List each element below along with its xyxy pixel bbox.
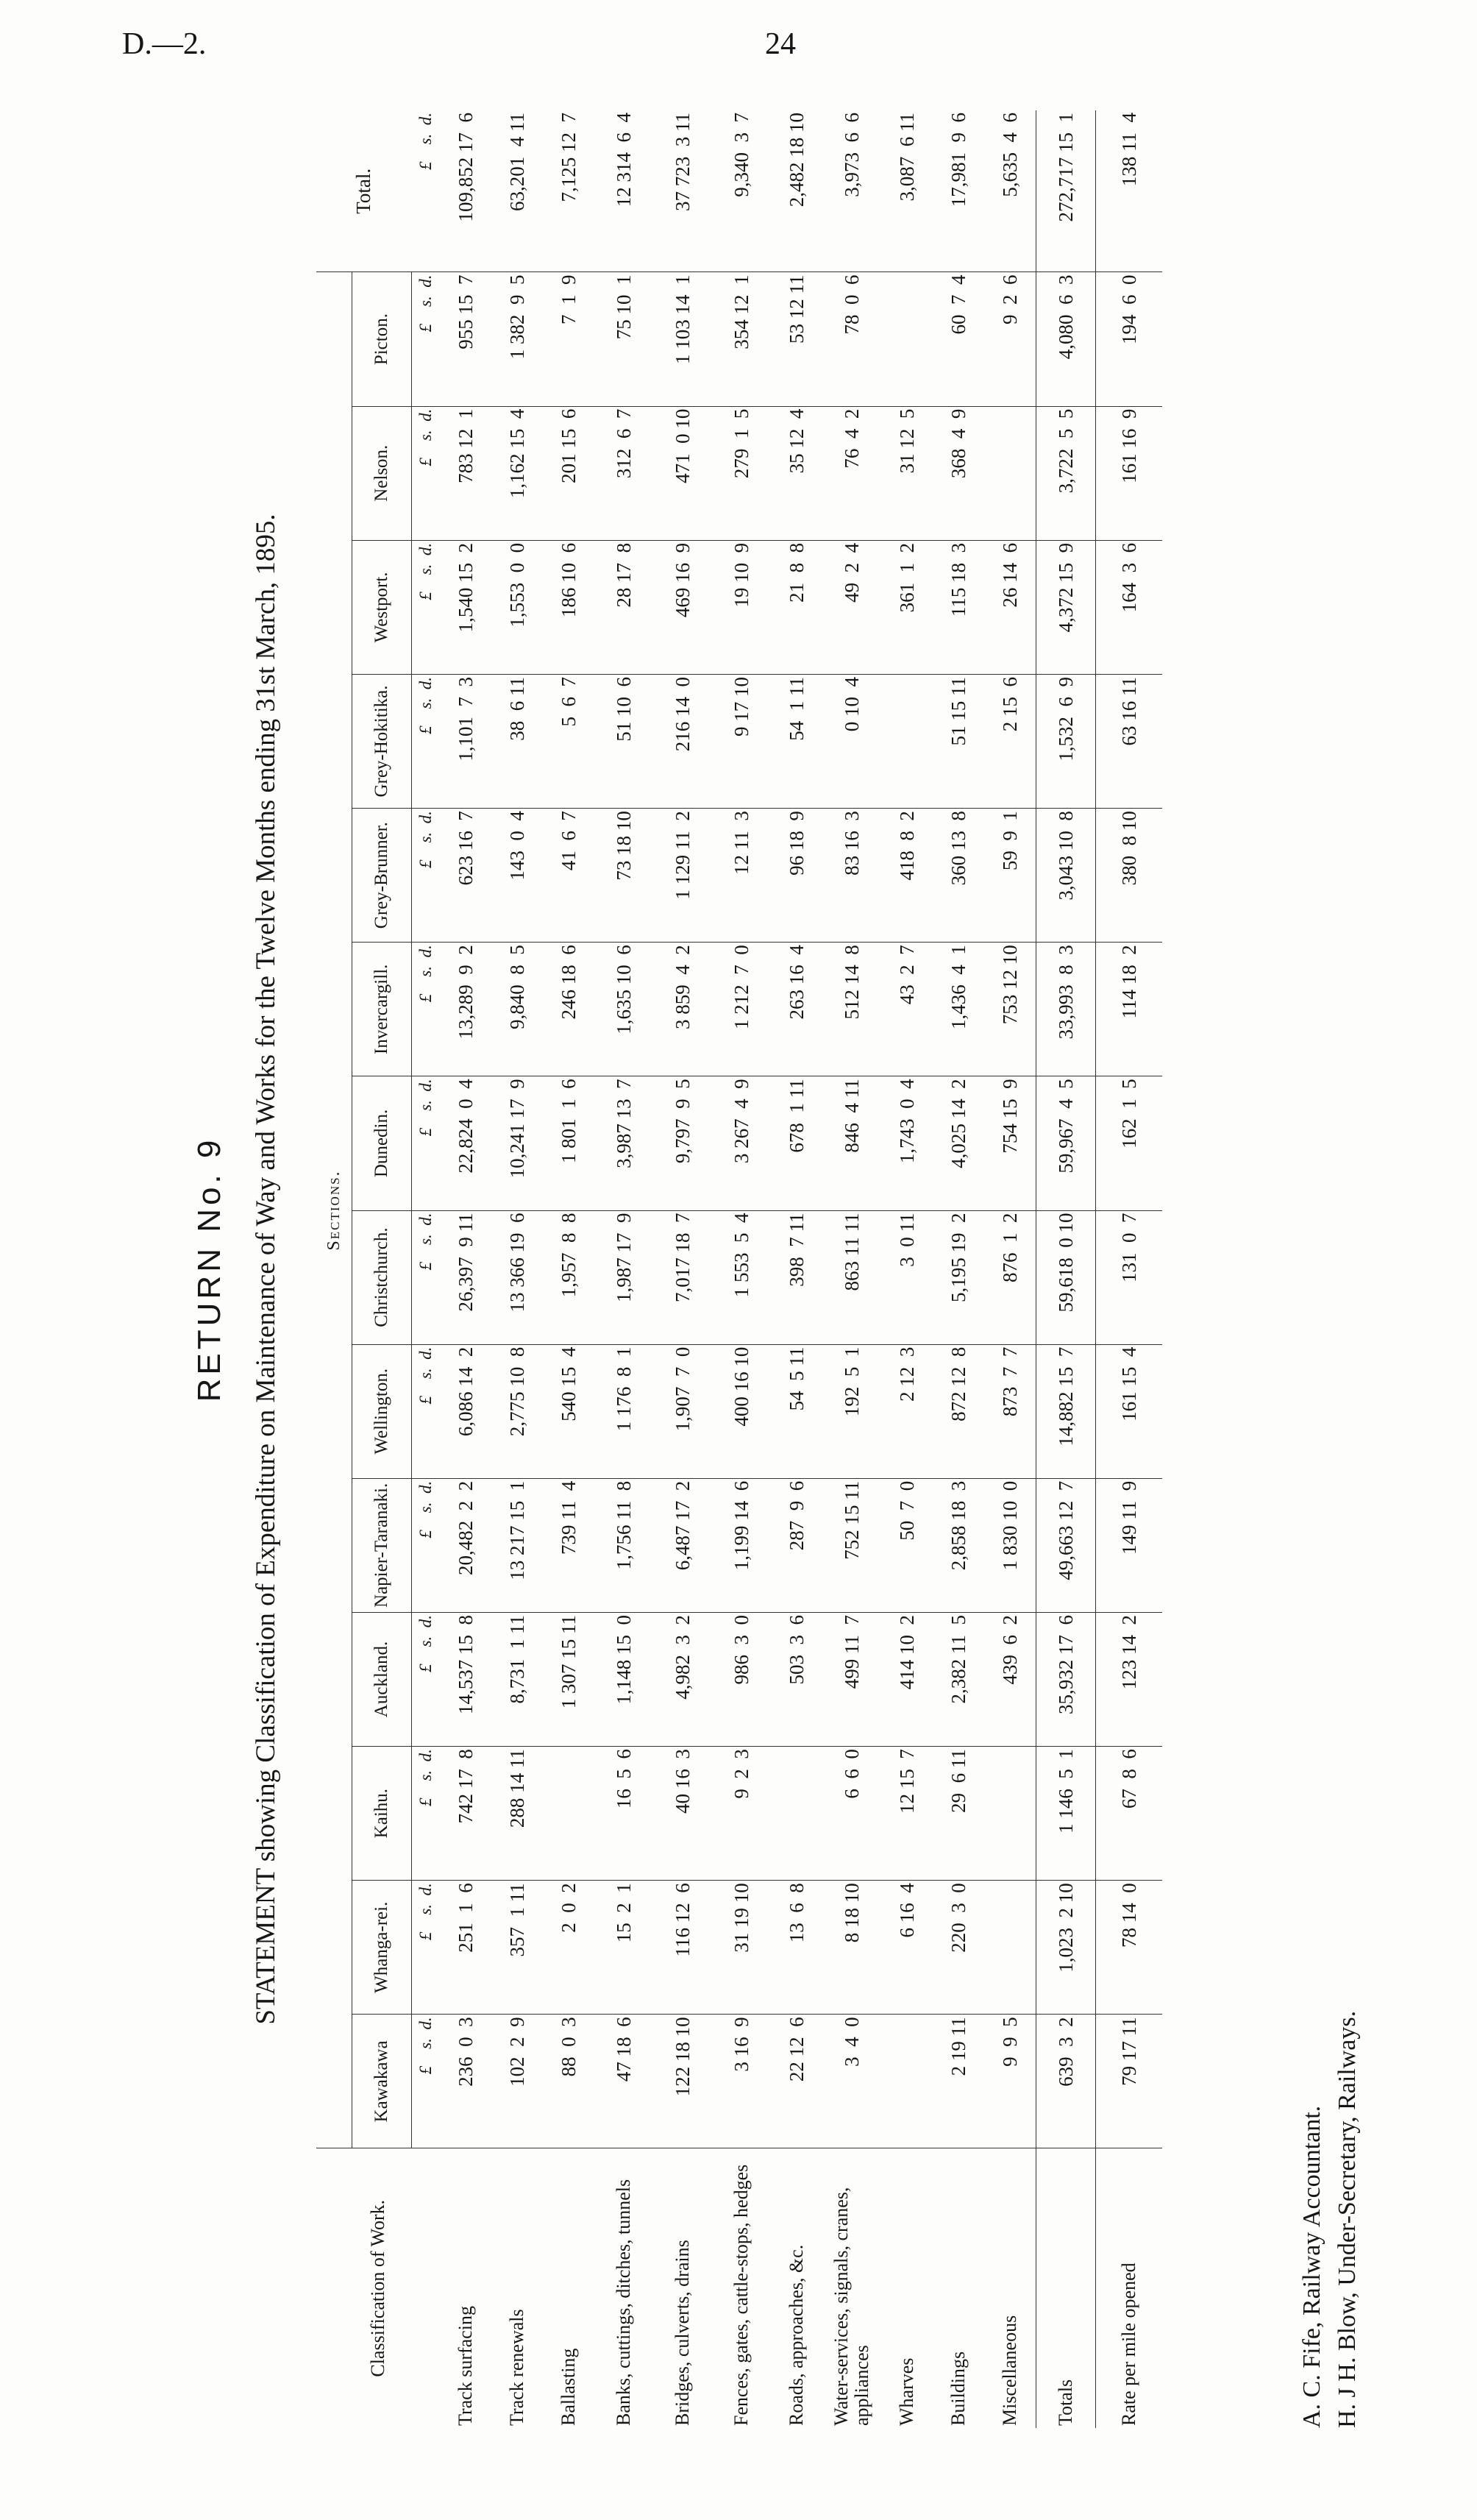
section-header: Grey-Brunner. [352, 809, 412, 943]
table-cell: 236 0 3 [454, 2017, 477, 2087]
table-cell: 678 1 11 [771, 1076, 822, 1210]
table-cell: 739 11 4 [543, 1478, 594, 1612]
section-header: Grey-Hokitika. [352, 674, 412, 808]
total-header: Total. [316, 110, 412, 272]
table-cell: 220 3 0 [933, 1881, 984, 2015]
table-cell: 49,663 12 7 [1036, 1478, 1096, 1612]
table-cell [984, 1747, 1036, 1881]
table-cell: 83 16 3 [822, 809, 881, 943]
section-header: Nelson. [352, 406, 412, 540]
table-cell: 1 103 14 1 [653, 272, 712, 406]
table-cell: 9,797 9 5 [653, 1076, 712, 1210]
section-header: Kaihu. [352, 1747, 412, 1881]
table-cell: 1,957 8 8 [543, 1210, 594, 1344]
table-cell [881, 272, 933, 406]
section-names-row [352, 110, 412, 2428]
row-total-cell: 109,852 17 6 [440, 110, 491, 272]
table-cell: 31 19 10 [712, 1881, 771, 2015]
table-cell: 1,023 2 10 [1036, 1881, 1096, 2015]
table-cell: 73 18 10 [594, 809, 653, 943]
section-header: Christchurch. [352, 1210, 412, 1344]
table-cell: 9 2 6 [984, 272, 1036, 406]
row-total-cell: 37 723 3 11 [653, 110, 712, 272]
table-cell: 26 14 6 [984, 540, 1036, 674]
table-row [933, 110, 984, 2428]
table-cell: 846 4 11 [822, 1076, 881, 1210]
row-total-cell: 63,201 4 11 [491, 110, 543, 272]
table-cell: 287 9 6 [771, 1478, 822, 1612]
table-cell: 3 16 9 [730, 2017, 752, 2072]
table-cell [771, 1747, 822, 1881]
table-row [440, 110, 491, 2428]
row-total-cell: 17,981 9 6 [933, 110, 984, 272]
table-cell: 1,532 6 9 [1036, 674, 1096, 808]
table-cell: 161 15 4 [1096, 1344, 1163, 1478]
table-cell: 623 16 7 [440, 809, 491, 943]
table-cell: 60 7 4 [933, 272, 984, 406]
table-cell: 4,080 6 3 [1036, 272, 1096, 406]
table-cell: 357 1 11 [491, 1881, 543, 2015]
table-cell: 398 7 11 [771, 1210, 822, 1344]
units-label: £ s. d. [412, 1881, 441, 2015]
table-cell: 31 12 5 [881, 406, 933, 540]
table-cell: 16 5 6 [594, 1747, 653, 1881]
table-cell: 360 13 8 [933, 809, 984, 943]
table-cell: 752 15 11 [822, 1478, 881, 1612]
table-cell: 49 2 4 [822, 540, 881, 674]
units-row [412, 110, 441, 2428]
table-cell: 13 6 8 [771, 1881, 822, 2015]
classification-label: Buildings [933, 2148, 984, 2428]
table-cell: 9 9 5 [998, 2017, 1021, 2067]
section-header: Napier-Taranaki. [352, 1478, 412, 1612]
table-cell: 116 12 6 [653, 1881, 712, 2015]
table-cell [984, 406, 1036, 540]
table-cell: 876 1 2 [984, 1210, 1036, 1344]
table-cell: 13 217 15 1 [491, 1478, 543, 1612]
table-cell: 6,487 17 2 [653, 1478, 712, 1612]
table-cell: 161 16 9 [1096, 406, 1163, 540]
table-cell: 3 267 4 9 [712, 1076, 771, 1210]
table-cell: 26,397 9 11 [440, 1210, 491, 1344]
table-cell: 78 0 6 [822, 272, 881, 406]
table-cell: 1 801 1 6 [543, 1076, 594, 1210]
units-label: £ s. d. [412, 1747, 441, 1881]
table-cell: 2,382 11 5 [933, 1612, 984, 1746]
table-cell: 47 18 6 [612, 2017, 635, 2082]
units-label: £ s. d. [412, 1210, 441, 1344]
units-label: £ s. d. [412, 1612, 441, 1746]
table-cell: 783 12 1 [440, 406, 491, 540]
table-cell [881, 674, 933, 808]
table-cell: 164 3 6 [1096, 540, 1163, 674]
table-cell: 194 6 0 [1096, 272, 1163, 406]
table-cell: 251 1 6 [440, 1881, 491, 2015]
table-cell: 4,372 15 9 [1036, 540, 1096, 674]
table-cell: 279 1 5 [712, 406, 771, 540]
table-cell: 115 18 3 [933, 540, 984, 674]
table-cell: 76 4 2 [822, 406, 881, 540]
table-cell: 15 2 1 [594, 1881, 653, 2015]
table-cell: 21 8 8 [771, 540, 822, 674]
table-cell: 3,043 10 8 [1036, 809, 1096, 943]
table-body [440, 110, 1162, 2428]
classification-label: Track renewals [491, 2148, 543, 2428]
table-cell: 8 18 10 [822, 1881, 881, 2015]
table-cell [881, 2015, 933, 2148]
units-label: £ s. d. [412, 406, 441, 540]
table-cell: 1,743 0 4 [881, 1076, 933, 1210]
table-cell: 639 3 2 [1036, 2015, 1096, 2148]
units-label: £ s. d. [412, 809, 441, 943]
table-cell: 186 10 6 [543, 540, 594, 674]
table-cell: 9,840 8 5 [491, 943, 543, 1076]
table-cell: 1 382 9 5 [491, 272, 543, 406]
table-cell: 1 307 15 11 [543, 1612, 594, 1746]
classification-label: Totals [1036, 2148, 1096, 2428]
classification-label: Roads, approaches, &c. [771, 2148, 822, 2428]
units-label: £ s. d. [412, 540, 441, 674]
table-cell: 5 6 7 [543, 674, 594, 808]
units-label: £ s. d. [412, 674, 441, 808]
units-label: £ s. d. [412, 272, 441, 406]
table-cell: 51 10 6 [594, 674, 653, 808]
table-cell: 1,987 17 9 [594, 1210, 653, 1344]
row-total-cell: 5,635 4 6 [984, 110, 1036, 272]
section-header: Kawakawa [352, 2015, 412, 2148]
table-cell: 263 16 4 [771, 943, 822, 1076]
table-cell: 742 17 8 [440, 1747, 491, 1881]
table-cell: 6,086 14 2 [440, 1344, 491, 1478]
table-cell: 439 6 2 [984, 1612, 1036, 1746]
table-cell: 512 14 8 [822, 943, 881, 1076]
table-cell: 6 6 0 [822, 1747, 881, 1881]
table-cell: 41 6 7 [543, 809, 594, 943]
table-row [653, 110, 712, 2428]
classification-label: Ballasting [543, 2148, 594, 2428]
table-cell: 312 6 7 [594, 406, 653, 540]
table-cell: 43 2 7 [881, 943, 933, 1076]
table-cell: 59,967 4 5 [1036, 1076, 1096, 1210]
table-cell: 400 16 10 [712, 1344, 771, 1478]
table-cell: 35 12 4 [771, 406, 822, 540]
table-cell: 162 1 5 [1096, 1076, 1163, 1210]
table-cell: 54 5 11 [771, 1344, 822, 1478]
table-cell: 1 212 7 0 [712, 943, 771, 1076]
table-cell: 4,025 14 2 [933, 1076, 984, 1210]
table-cell: 418 8 2 [881, 809, 933, 943]
table-cell: 1 129 11 2 [653, 809, 712, 943]
table-cell: 3 0 11 [881, 1210, 933, 1344]
row-total-cell: 7,125 12 7 [543, 110, 594, 272]
table-cell: 59,618 0 10 [1036, 1210, 1096, 1344]
table-cell: 29 6 11 [933, 1747, 984, 1881]
table-cell: 368 4 9 [933, 406, 984, 540]
table-cell: 1,199 14 6 [712, 1478, 771, 1612]
units-label: £ s. d. [412, 110, 441, 272]
table-cell: 149 11 9 [1096, 1478, 1163, 1612]
statement-title: STATEMENT showing Classification of Expenditure on Maintenance of Way and Works for the Twelve Months ending 31st March, 1895. [251, 514, 281, 2025]
table-cell: 1,436 4 1 [933, 943, 984, 1076]
table-cell: 131 0 7 [1096, 1210, 1163, 1344]
table-cell: 1,635 10 6 [594, 943, 653, 1076]
section-header: Auckland. [352, 1612, 412, 1746]
table-cell: 540 15 4 [543, 1344, 594, 1478]
table-cell: 59 9 1 [984, 809, 1036, 943]
signature-accountant: A. C. Fife, Railway Accountant. [1298, 2105, 1325, 2428]
table-cell [543, 1747, 594, 1881]
classification-label: Bridges, culverts, drains [653, 2148, 712, 2428]
classification-label: Banks, cuttings, ditches, tunnels [594, 2148, 653, 2428]
table-cell: 3,987 13 7 [594, 1076, 653, 1210]
table-cell: 414 10 2 [881, 1612, 933, 1746]
table-row [712, 110, 771, 2428]
table-cell: 3 4 0 [840, 2017, 863, 2067]
classification-label: Rate per mile opened [1096, 2148, 1163, 2428]
table-cell: 2 15 6 [984, 674, 1036, 808]
table-row [984, 110, 1036, 2428]
table-cell: 753 12 10 [984, 943, 1036, 1076]
table-cell: 1,540 15 2 [440, 540, 491, 674]
table-cell: 2 12 3 [881, 1344, 933, 1478]
table-cell: 6 16 4 [881, 1881, 933, 2015]
row-total-cell: 12 314 6 4 [594, 110, 653, 272]
table-cell: 1 176 8 1 [594, 1344, 653, 1478]
table-row [491, 110, 543, 2428]
page-number: 24 [765, 27, 796, 61]
units-label: £ s. d. [412, 1344, 441, 1478]
table-cell: 1,553 0 0 [491, 540, 543, 674]
table-row [594, 110, 653, 2428]
section-header: Westport. [352, 540, 412, 674]
table-cell: 1 553 5 4 [712, 1210, 771, 1344]
table-cell: 4,982 3 2 [653, 1612, 712, 1746]
table-cell: 754 15 9 [984, 1076, 1036, 1210]
table-cell: 114 18 2 [1096, 943, 1163, 1076]
table-cell: 9 17 10 [712, 674, 771, 808]
table-cell: 35,932 17 6 [1036, 1612, 1096, 1746]
table-cell: 54 1 11 [771, 674, 822, 808]
table-cell: 38 6 11 [491, 674, 543, 808]
table-cell: 986 3 0 [712, 1612, 771, 1746]
table-cell: 33,993 8 3 [1036, 943, 1096, 1076]
row-total-cell: 272,717 15 1 [1036, 110, 1096, 272]
classification-label: Fences, gates, cattle-stops, hedges [712, 2148, 771, 2428]
table-cell: 2 0 2 [543, 1881, 594, 2015]
table-cell: 12 11 3 [712, 809, 771, 943]
table-cell: 863 11 11 [822, 1210, 881, 1344]
table-cell: 3 859 4 2 [653, 943, 712, 1076]
section-header: Invercargill. [352, 943, 412, 1076]
table-cell: 10,241 17 9 [491, 1076, 543, 1210]
table-cell: 3,722 5 5 [1036, 406, 1096, 540]
table-cell: 19 10 9 [712, 540, 771, 674]
table-cell: 12 15 7 [881, 1747, 933, 1881]
table-cell: 1 830 10 0 [984, 1478, 1036, 1612]
table-cell: 51 15 11 [933, 674, 984, 808]
table-cell: 503 3 6 [771, 1612, 822, 1746]
table-cell: 9 2 3 [712, 1747, 771, 1881]
table-row [822, 110, 881, 2428]
units-label: £ s. d. [412, 1076, 441, 1210]
table-cell: 53 12 11 [771, 272, 822, 406]
table-cell: 499 11 7 [822, 1612, 881, 1746]
table-row [771, 110, 822, 2428]
row-total-cell: 2,482 18 10 [771, 110, 822, 272]
table-cell: 96 18 9 [771, 809, 822, 943]
table-cell: 28 17 8 [594, 540, 653, 674]
table-cell: 288 14 11 [491, 1747, 543, 1881]
table-cell: 380 8 10 [1096, 809, 1163, 943]
table-row [543, 110, 594, 2428]
page-header-reference: D.—2. [122, 27, 207, 61]
table-cell: 1,907 7 0 [653, 1344, 712, 1478]
table-cell [984, 1881, 1036, 2015]
section-header: Picton. [352, 272, 412, 406]
table-cell: 22 12 6 [785, 2017, 808, 2082]
row-total-cell: 138 11 4 [1096, 110, 1163, 272]
units-label: £ s. d. [416, 2017, 435, 2075]
table-cell: 8,731 1 11 [491, 1612, 543, 1746]
signature-under-secretary: H. J H. Blow, Under-Secretary, Railways. [1334, 2010, 1361, 2428]
classification-label: Water-services, signals, cranes, appliances [822, 2148, 881, 2428]
table-cell: 50 7 0 [881, 1478, 933, 1612]
section-header: Whanga-rei. [352, 1881, 412, 2015]
table-cell: 7,017 18 7 [653, 1210, 712, 1344]
classification-label: Wharves [881, 2148, 933, 2428]
table-cell: 22,824 0 4 [440, 1076, 491, 1210]
table-cell: 78 14 0 [1096, 1881, 1163, 2015]
classification-header: Classification of Work. [316, 2148, 440, 2428]
sections-header: Sections. [316, 272, 352, 2148]
table-cell: 1,162 15 4 [491, 406, 543, 540]
signature-block [1295, 2010, 1477, 2428]
section-header: Dunedin. [352, 1076, 412, 1210]
table-cell: 7 1 9 [543, 272, 594, 406]
row-total-cell: 9,340 3 7 [712, 110, 771, 272]
table-cell: 246 18 6 [543, 943, 594, 1076]
table-cell: 20,482 2 2 [440, 1478, 491, 1612]
rotated-page-content [169, 110, 1287, 2428]
table-cell: 0 10 4 [822, 674, 881, 808]
table-cell: 143 0 4 [491, 809, 543, 943]
table-cell: 2,775 10 8 [491, 1344, 543, 1478]
table-cell: 955 15 7 [440, 272, 491, 406]
row-total-cell: 3,973 6 6 [822, 110, 881, 272]
section-header: Wellington. [352, 1344, 412, 1478]
table-cell: 14,537 15 8 [440, 1612, 491, 1746]
table-cell: 192 5 1 [822, 1344, 881, 1478]
table-cell: 2 19 11 [947, 2017, 969, 2076]
table-row [881, 110, 933, 2428]
table-cell: 1,148 15 0 [594, 1612, 653, 1746]
table-cell: 13 366 19 6 [491, 1210, 543, 1344]
row-total-cell: 3,087 6 11 [881, 110, 933, 272]
table-cell: 102 2 9 [505, 2017, 528, 2087]
table-cell: 40 16 3 [653, 1747, 712, 1881]
table-cell: 63 16 11 [1096, 674, 1163, 808]
table-cell: 123 14 2 [1096, 1612, 1163, 1746]
table-cell: 79 17 11 [1096, 2015, 1163, 2148]
table-cell: 872 12 8 [933, 1344, 984, 1478]
expenditure-table [316, 110, 1162, 2428]
table-cell: 201 15 6 [543, 406, 594, 540]
table-cell: 88 0 3 [557, 2017, 580, 2077]
table-cell: 361 1 2 [881, 540, 933, 674]
classification-label: Track surfacing [440, 2148, 491, 2428]
table-cell: 216 14 0 [653, 674, 712, 808]
table-cell: 471 0 10 [653, 406, 712, 540]
table-cell: 67 8 6 [1096, 1747, 1163, 1881]
table-cell: 1 146 5 1 [1036, 1747, 1096, 1881]
classification-label: Miscellaneous [984, 2148, 1036, 2428]
table-cell: 873 7 7 [984, 1344, 1036, 1478]
table-cell: 469 16 9 [653, 540, 712, 674]
table-cell: 2,858 18 3 [933, 1478, 984, 1612]
table-cell: 1,101 7 3 [440, 674, 491, 808]
units-label: £ s. d. [412, 943, 441, 1076]
rate-per-mile-row [1096, 110, 1163, 2428]
totals-row [1036, 110, 1096, 2428]
table-cell: 1,756 11 8 [594, 1478, 653, 1612]
table-cell: 122 18 10 [671, 2017, 694, 2097]
return-title: RETURN No. 9 [191, 1136, 227, 1402]
units-label: £ s. d. [412, 1478, 441, 1612]
table-cell: 354 12 1 [712, 272, 771, 406]
table-cell: 13,289 9 2 [440, 943, 491, 1076]
table-cell: 75 10 1 [594, 272, 653, 406]
table-cell: 5,195 19 2 [933, 1210, 984, 1344]
table-cell: 14,882 15 7 [1036, 1344, 1096, 1478]
